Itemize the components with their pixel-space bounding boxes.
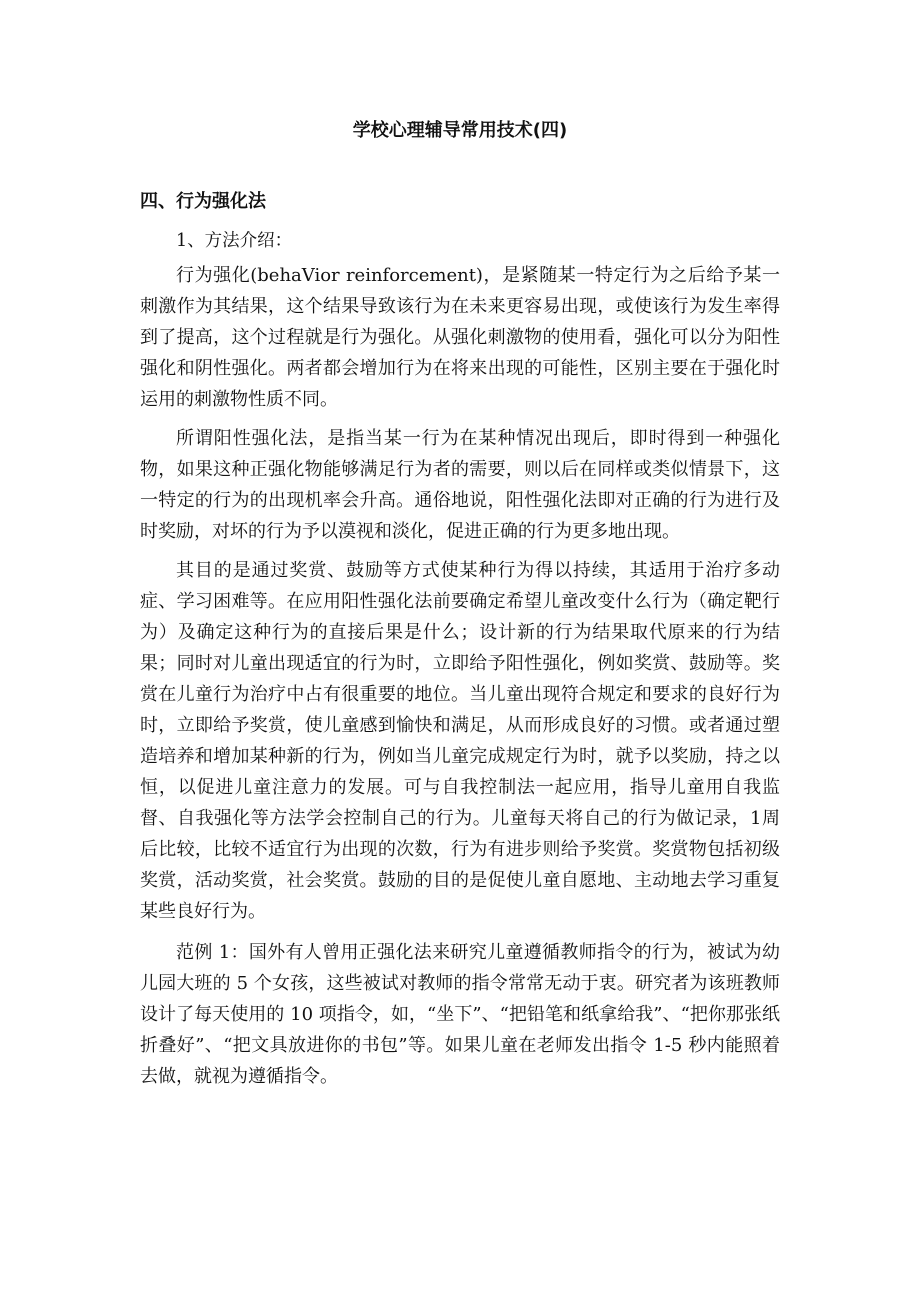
sub-heading: 1、方法介绍：	[176, 231, 293, 251]
document-title: 学校心理辅导常用技术(四)	[352, 120, 568, 141]
paragraph-example: 范例 1：国外有人曾用正强化法来研究儿童遵循教师指令的行为，被试为幼儿园大班的 5 个女孩，这些被试对教师的指令常常无动于衷。研究者为该班教师设计了每天使用的 10 项指令，如，“坐下”、“把铅笔和纸拿给我”、“把你那张纸折叠好”、“把文具放进你的书包”等。如果儿童在老师发出指令 1-5 秒内能照着去做，就视为遵循指令。	[140, 942, 780, 1087]
section-heading: 四、行为强化法	[140, 191, 266, 212]
paragraph-purpose: 其目的是通过奖赏、鼓励等方式使某种行为得以持续，其适用于治疗多动症、学习困难等。在应用阳性强化法前要确定希望儿童改变什么行为（确定靶行为）及确定这种行为的直接后果是什么；设计新的行为结果取代原来的行为结果；同时对儿童出现适宜的行为时，立即给予阳性强化，例如奖赏、鼓励等。奖赏在儿童行为治疗中占有很重要的地位。当儿童出现符合规定和要求的良好行为时，立即给予奖赏，使儿童感到愉快和满足，从而形成良好的习惯。或者通过塑造培养和增加某种新的行为，例如当儿童完成规定行为时，就予以奖励，持之以恒，以促进儿童注意力的发展。可与自我控制法一起应用，指导儿童用自我监督、自我强化等方法学会控制自己的行为。儿童每天将自己的行为做记录，1周后比较，比较不适宜行为出现的次数，行为有进步则给予奖赏。奖赏物包括初级奖赏，活动奖赏，社会奖赏。鼓励的目的是促使儿童自愿地、主动地去学习重复某些良好行为。	[140, 560, 780, 922]
paragraph-definition: 行为强化(behaVior reinforcement)，是紧随某一特定行为之后给予某一刺激作为其结果，这个结果导致该行为在未来更容易出现，或使该行为发生率得到了提高，这个过程就是行为强化。从强化刺激物的使用看，强化可以分为阳性强化和阴性强化。两者都会增加行为在将来出现的可能性，区别主要在于强化时运用的刺激物性质不同。	[140, 265, 780, 410]
paragraph-positive-reinforcement: 所谓阳性强化法，是指当某一行为在某种情况出现后，即时得到一种强化物，如果这种正强化物能够满足行为者的需要，则以后在同样或类似情景下，这一特定的行为的出现机率会升高。通俗地说，阳性强化法即对正确的行为进行及时奖励，对坏的行为予以漠视和淡化，促进正确的行为更多地出现。	[140, 428, 780, 542]
document-body	[140, 260, 780, 1092]
